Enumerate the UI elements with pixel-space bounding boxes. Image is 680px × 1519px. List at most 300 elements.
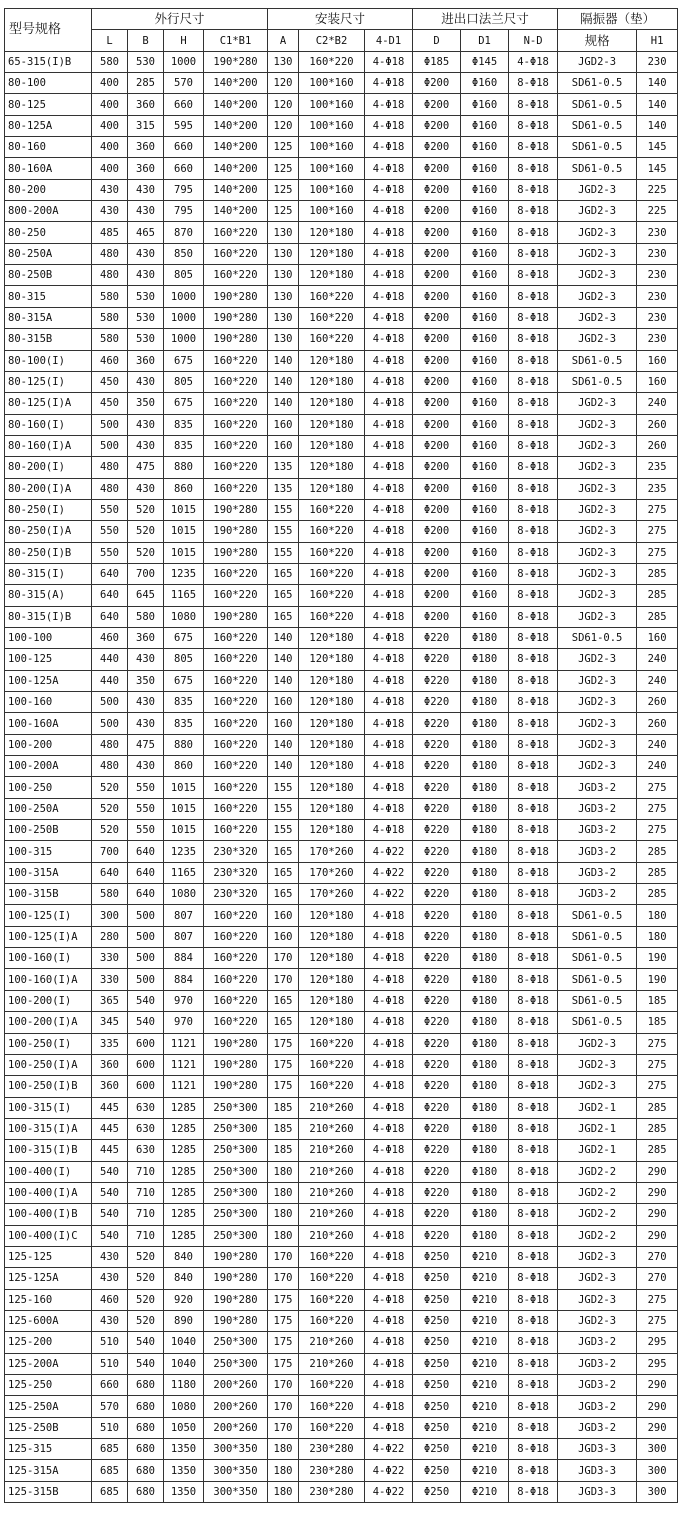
cell-h1: 285 (637, 1097, 678, 1118)
cell-h1: 190 (637, 948, 678, 969)
cell-isolator-spec: JGD2-3 (558, 222, 637, 243)
table-row (5, 1481, 678, 1502)
cell-nd: 8-Φ18 (509, 414, 558, 435)
cell-b: 430 (128, 371, 164, 392)
cell-b: 630 (128, 1140, 164, 1161)
cell-c1b1: 190*280 (204, 1310, 268, 1331)
cell-nd: 8-Φ18 (509, 692, 558, 713)
cell-d1: Φ160 (461, 94, 509, 115)
cell-d: Φ250 (413, 1375, 461, 1396)
table-row (5, 1268, 678, 1289)
cell-h1: 225 (637, 179, 678, 200)
cell-d1: Φ180 (461, 1076, 509, 1097)
cell-isolator-spec: JGD2-1 (558, 1097, 637, 1118)
cell-nd: 8-Φ18 (509, 841, 558, 862)
cell-4d1: 4-Φ18 (365, 393, 413, 414)
cell-nd: 8-Φ18 (509, 286, 558, 307)
header-col-c2b2: C2*B2 (299, 30, 365, 51)
cell-a: 125 (268, 179, 299, 200)
table-row (5, 307, 678, 328)
table-row (5, 1375, 678, 1396)
cell-d1: Φ180 (461, 1182, 509, 1203)
cell-c1b1: 160*220 (204, 713, 268, 734)
cell-model: 80-100 (5, 73, 92, 94)
table-row (5, 1310, 678, 1331)
cell-isolator-spec: JGD2-3 (558, 1054, 637, 1075)
cell-isolator-spec: JGD2-3 (558, 51, 637, 72)
cell-d: Φ200 (413, 73, 461, 94)
cell-b: 600 (128, 1076, 164, 1097)
cell-c2b2: 120*180 (299, 905, 365, 926)
cell-l: 550 (92, 499, 128, 520)
table-row (5, 1353, 678, 1374)
cell-l: 460 (92, 627, 128, 648)
cell-d1: Φ210 (461, 1439, 509, 1460)
cell-c2b2: 120*180 (299, 969, 365, 990)
cell-b: 680 (128, 1439, 164, 1460)
cell-h: 1015 (164, 798, 204, 819)
cell-d: Φ250 (413, 1310, 461, 1331)
cell-isolator-spec: JGD2-3 (558, 670, 637, 691)
cell-d1: Φ180 (461, 969, 509, 990)
table-row (5, 713, 678, 734)
cell-isolator-spec: JGD2-3 (558, 1310, 637, 1331)
cell-c1b1: 190*280 (204, 1289, 268, 1310)
cell-c1b1: 160*220 (204, 350, 268, 371)
cell-model: 125-250A (5, 1396, 92, 1417)
cell-a: 120 (268, 73, 299, 94)
cell-b: 430 (128, 265, 164, 286)
cell-c1b1: 160*220 (204, 820, 268, 841)
cell-nd: 8-Φ18 (509, 1396, 558, 1417)
cell-b: 600 (128, 1033, 164, 1054)
cell-d: Φ220 (413, 777, 461, 798)
cell-h1: 275 (637, 1033, 678, 1054)
cell-c2b2: 160*220 (299, 585, 365, 606)
pump-spec-table (4, 8, 678, 1503)
cell-c2b2: 120*180 (299, 478, 365, 499)
cell-h: 570 (164, 73, 204, 94)
cell-h1: 140 (637, 73, 678, 94)
cell-h: 1285 (164, 1118, 204, 1139)
cell-l: 500 (92, 435, 128, 456)
cell-h1: 275 (637, 1054, 678, 1075)
cell-4d1: 4-Φ18 (365, 1118, 413, 1139)
header-flange-dimensions: 进出口法兰尺寸 (413, 9, 558, 30)
cell-d1: Φ180 (461, 1204, 509, 1225)
cell-h1: 230 (637, 286, 678, 307)
table-row (5, 777, 678, 798)
cell-d1: Φ180 (461, 777, 509, 798)
cell-d1: Φ160 (461, 393, 509, 414)
cell-d: Φ220 (413, 756, 461, 777)
cell-c2b2: 160*220 (299, 286, 365, 307)
cell-h: 795 (164, 201, 204, 222)
cell-l: 345 (92, 1012, 128, 1033)
cell-d: Φ200 (413, 499, 461, 520)
table-row (5, 1204, 678, 1225)
cell-b: 680 (128, 1396, 164, 1417)
cell-d: Φ200 (413, 393, 461, 414)
cell-model: 80-315(I)B (5, 606, 92, 627)
cell-l: 400 (92, 137, 128, 158)
cell-l: 480 (92, 756, 128, 777)
cell-nd: 8-Φ18 (509, 627, 558, 648)
cell-isolator-spec: JGD2-3 (558, 713, 637, 734)
cell-4d1: 4-Φ18 (365, 969, 413, 990)
cell-b: 550 (128, 820, 164, 841)
table-row (5, 1417, 678, 1438)
cell-isolator-spec: SD61-0.5 (558, 1012, 637, 1033)
cell-model: 80-250B (5, 265, 92, 286)
cell-nd: 8-Φ18 (509, 137, 558, 158)
cell-a: 160 (268, 905, 299, 926)
cell-model: 80-250 (5, 222, 92, 243)
cell-model: 100-125(I)A (5, 926, 92, 947)
cell-isolator-spec: JGD3-3 (558, 1439, 637, 1460)
cell-a: 175 (268, 1353, 299, 1374)
cell-model: 125-600A (5, 1310, 92, 1331)
cell-c2b2: 160*220 (299, 1396, 365, 1417)
cell-d1: Φ160 (461, 414, 509, 435)
cell-c1b1: 190*280 (204, 1076, 268, 1097)
cell-d: Φ220 (413, 734, 461, 755)
table-row (5, 1289, 678, 1310)
cell-b: 530 (128, 329, 164, 350)
cell-b: 540 (128, 1353, 164, 1374)
cell-c1b1: 250*300 (204, 1182, 268, 1203)
cell-b: 680 (128, 1460, 164, 1481)
cell-l: 540 (92, 1161, 128, 1182)
cell-nd: 8-Φ18 (509, 158, 558, 179)
cell-model: 80-160A (5, 158, 92, 179)
cell-c2b2: 120*180 (299, 798, 365, 819)
cell-l: 460 (92, 1289, 128, 1310)
cell-c2b2: 170*260 (299, 884, 365, 905)
cell-4d1: 4-Φ18 (365, 371, 413, 392)
cell-model: 100-250 (5, 777, 92, 798)
cell-b: 680 (128, 1481, 164, 1502)
cell-c2b2: 100*160 (299, 158, 365, 179)
cell-model: 80-125A (5, 115, 92, 136)
cell-h1: 180 (637, 905, 678, 926)
cell-d: Φ220 (413, 1033, 461, 1054)
cell-model: 80-200 (5, 179, 92, 200)
cell-h: 920 (164, 1289, 204, 1310)
cell-nd: 8-Φ18 (509, 585, 558, 606)
cell-c1b1: 160*220 (204, 990, 268, 1011)
cell-c1b1: 190*280 (204, 606, 268, 627)
cell-b: 430 (128, 649, 164, 670)
cell-model: 80-100(I) (5, 350, 92, 371)
cell-d1: Φ160 (461, 329, 509, 350)
cell-model: 100-250A (5, 798, 92, 819)
table-row (5, 905, 678, 926)
cell-c2b2: 230*280 (299, 1460, 365, 1481)
cell-nd: 8-Φ18 (509, 1182, 558, 1203)
cell-isolator-spec: JGD2-3 (558, 414, 637, 435)
cell-l: 330 (92, 948, 128, 969)
cell-model: 80-125(I) (5, 371, 92, 392)
cell-b: 540 (128, 1012, 164, 1033)
cell-4d1: 4-Φ18 (365, 1289, 413, 1310)
cell-isolator-spec: SD61-0.5 (558, 990, 637, 1011)
cell-a: 140 (268, 393, 299, 414)
cell-h1: 285 (637, 585, 678, 606)
cell-l: 445 (92, 1097, 128, 1118)
cell-nd: 8-Φ18 (509, 884, 558, 905)
table-row (5, 585, 678, 606)
cell-c1b1: 190*280 (204, 521, 268, 542)
cell-nd: 8-Φ18 (509, 1161, 558, 1182)
cell-c1b1: 140*200 (204, 179, 268, 200)
cell-h: 1285 (164, 1225, 204, 1246)
cell-l: 335 (92, 1033, 128, 1054)
cell-b: 500 (128, 905, 164, 926)
cell-4d1: 4-Φ18 (365, 948, 413, 969)
cell-model: 100-400(I) (5, 1161, 92, 1182)
cell-4d1: 4-Φ18 (365, 585, 413, 606)
cell-nd: 8-Φ18 (509, 969, 558, 990)
cell-a: 140 (268, 350, 299, 371)
cell-c2b2: 230*280 (299, 1481, 365, 1502)
cell-c1b1: 200*260 (204, 1375, 268, 1396)
cell-4d1: 4-Φ18 (365, 1033, 413, 1054)
cell-4d1: 4-Φ18 (365, 158, 413, 179)
cell-h: 1121 (164, 1033, 204, 1054)
cell-nd: 8-Φ18 (509, 756, 558, 777)
cell-model: 100-160A (5, 713, 92, 734)
table-row (5, 115, 678, 136)
table-row (5, 521, 678, 542)
cell-d1: Φ160 (461, 457, 509, 478)
cell-a: 180 (268, 1161, 299, 1182)
cell-d1: Φ210 (461, 1310, 509, 1331)
cell-model: 100-200A (5, 756, 92, 777)
cell-nd: 8-Φ18 (509, 371, 558, 392)
cell-4d1: 4-Φ18 (365, 820, 413, 841)
cell-isolator-spec: JGD2-3 (558, 243, 637, 264)
cell-d1: Φ160 (461, 179, 509, 200)
cell-nd: 8-Φ18 (509, 179, 558, 200)
cell-d: Φ220 (413, 990, 461, 1011)
cell-4d1: 4-Φ18 (365, 115, 413, 136)
cell-c1b1: 190*280 (204, 1054, 268, 1075)
cell-h1: 140 (637, 94, 678, 115)
cell-4d1: 4-Φ18 (365, 990, 413, 1011)
cell-isolator-spec: JGD3-2 (558, 777, 637, 798)
cell-isolator-spec: SD61-0.5 (558, 905, 637, 926)
table-row (5, 51, 678, 72)
table-row (5, 734, 678, 755)
cell-c2b2: 120*180 (299, 692, 365, 713)
cell-b: 520 (128, 521, 164, 542)
cell-nd: 8-Φ18 (509, 1332, 558, 1353)
cell-b: 360 (128, 158, 164, 179)
cell-l: 480 (92, 265, 128, 286)
cell-l: 330 (92, 969, 128, 990)
cell-d1: Φ160 (461, 499, 509, 520)
cell-model: 80-315(I) (5, 563, 92, 584)
table-row (5, 670, 678, 691)
cell-isolator-spec: JGD2-3 (558, 756, 637, 777)
cell-h: 1000 (164, 329, 204, 350)
cell-c2b2: 160*220 (299, 563, 365, 584)
cell-isolator-spec: SD61-0.5 (558, 94, 637, 115)
cell-a: 140 (268, 627, 299, 648)
cell-l: 580 (92, 51, 128, 72)
cell-isolator-spec: JGD3-2 (558, 1417, 637, 1438)
cell-d1: Φ180 (461, 926, 509, 947)
cell-c1b1: 160*220 (204, 563, 268, 584)
cell-nd: 8-Φ18 (509, 606, 558, 627)
cell-4d1: 4-Φ18 (365, 478, 413, 499)
cell-h: 1285 (164, 1182, 204, 1203)
cell-h: 675 (164, 670, 204, 691)
cell-model: 125-125A (5, 1268, 92, 1289)
cell-c1b1: 160*220 (204, 393, 268, 414)
cell-h1: 235 (637, 478, 678, 499)
cell-model: 100-400(I)A (5, 1182, 92, 1203)
cell-d: Φ200 (413, 521, 461, 542)
cell-l: 685 (92, 1460, 128, 1481)
cell-h1: 180 (637, 926, 678, 947)
cell-d: Φ250 (413, 1246, 461, 1267)
cell-h1: 275 (637, 1076, 678, 1097)
cell-l: 640 (92, 563, 128, 584)
cell-c2b2: 210*260 (299, 1204, 365, 1225)
cell-d1: Φ160 (461, 222, 509, 243)
cell-d: Φ200 (413, 243, 461, 264)
cell-c1b1: 230*320 (204, 862, 268, 883)
cell-b: 475 (128, 734, 164, 755)
cell-d: Φ200 (413, 414, 461, 435)
cell-d1: Φ180 (461, 1140, 509, 1161)
cell-a: 170 (268, 1268, 299, 1289)
cell-h1: 240 (637, 393, 678, 414)
cell-c1b1: 250*300 (204, 1204, 268, 1225)
cell-4d1: 4-Φ18 (365, 286, 413, 307)
cell-a: 160 (268, 926, 299, 947)
header-row-groups (5, 9, 678, 30)
cell-b: 520 (128, 1289, 164, 1310)
table-row (5, 1439, 678, 1460)
cell-c1b1: 190*280 (204, 1033, 268, 1054)
cell-h1: 300 (637, 1481, 678, 1502)
table-row (5, 457, 678, 478)
cell-h1: 185 (637, 990, 678, 1011)
cell-l: 400 (92, 115, 128, 136)
cell-b: 520 (128, 1268, 164, 1289)
cell-h: 1015 (164, 499, 204, 520)
cell-h: 835 (164, 692, 204, 713)
cell-model: 125-315 (5, 1439, 92, 1460)
table-row (5, 969, 678, 990)
cell-b: 710 (128, 1182, 164, 1203)
cell-4d1: 4-Φ18 (365, 435, 413, 456)
cell-c1b1: 160*220 (204, 905, 268, 926)
cell-c2b2: 120*180 (299, 1012, 365, 1033)
table-row (5, 350, 678, 371)
cell-h1: 275 (637, 542, 678, 563)
cell-4d1: 4-Φ18 (365, 756, 413, 777)
cell-4d1: 4-Φ18 (365, 1161, 413, 1182)
cell-h: 1015 (164, 777, 204, 798)
cell-a: 175 (268, 1310, 299, 1331)
cell-l: 480 (92, 457, 128, 478)
cell-l: 360 (92, 1076, 128, 1097)
cell-c2b2: 170*260 (299, 862, 365, 883)
cell-h: 884 (164, 948, 204, 969)
cell-isolator-spec: JGD3-3 (558, 1460, 637, 1481)
cell-d: Φ200 (413, 286, 461, 307)
cell-d: Φ200 (413, 265, 461, 286)
cell-b: 430 (128, 756, 164, 777)
cell-model: 80-160(I) (5, 414, 92, 435)
cell-d1: Φ180 (461, 884, 509, 905)
cell-c2b2: 210*260 (299, 1353, 365, 1374)
table-row (5, 1396, 678, 1417)
cell-c2b2: 120*180 (299, 435, 365, 456)
cell-c1b1: 160*220 (204, 243, 268, 264)
cell-l: 480 (92, 243, 128, 264)
cell-a: 165 (268, 990, 299, 1011)
table-row (5, 1012, 678, 1033)
cell-c1b1: 250*300 (204, 1097, 268, 1118)
cell-nd: 8-Φ18 (509, 820, 558, 841)
cell-b: 430 (128, 243, 164, 264)
cell-c2b2: 100*160 (299, 115, 365, 136)
cell-c2b2: 160*220 (299, 1246, 365, 1267)
cell-nd: 8-Φ18 (509, 1246, 558, 1267)
cell-c2b2: 120*180 (299, 734, 365, 755)
cell-a: 160 (268, 713, 299, 734)
cell-c2b2: 230*280 (299, 1439, 365, 1460)
cell-h1: 230 (637, 222, 678, 243)
spec-table-container (4, 8, 678, 1503)
cell-b: 640 (128, 884, 164, 905)
cell-model: 80-200(I)A (5, 478, 92, 499)
cell-model: 80-125 (5, 94, 92, 115)
cell-a: 130 (268, 222, 299, 243)
cell-b: 360 (128, 350, 164, 371)
cell-isolator-spec: SD61-0.5 (558, 627, 637, 648)
cell-b: 550 (128, 798, 164, 819)
cell-d1: Φ210 (461, 1417, 509, 1438)
cell-a: 185 (268, 1097, 299, 1118)
cell-4d1: 4-Φ18 (365, 329, 413, 350)
cell-d1: Φ210 (461, 1481, 509, 1502)
cell-4d1: 4-Φ22 (365, 862, 413, 883)
cell-c1b1: 160*220 (204, 478, 268, 499)
cell-c1b1: 190*280 (204, 499, 268, 520)
cell-h: 835 (164, 435, 204, 456)
cell-c1b1: 140*200 (204, 158, 268, 179)
cell-c1b1: 300*350 (204, 1481, 268, 1502)
cell-a: 155 (268, 521, 299, 542)
cell-h1: 275 (637, 499, 678, 520)
table-row (5, 478, 678, 499)
cell-nd: 8-Φ18 (509, 265, 558, 286)
cell-l: 460 (92, 350, 128, 371)
cell-h1: 275 (637, 1310, 678, 1331)
cell-l: 550 (92, 542, 128, 563)
cell-d: Φ250 (413, 1439, 461, 1460)
cell-c2b2: 160*220 (299, 51, 365, 72)
cell-c1b1: 140*200 (204, 115, 268, 136)
cell-isolator-spec: JGD2-2 (558, 1161, 637, 1182)
cell-d1: Φ180 (461, 692, 509, 713)
